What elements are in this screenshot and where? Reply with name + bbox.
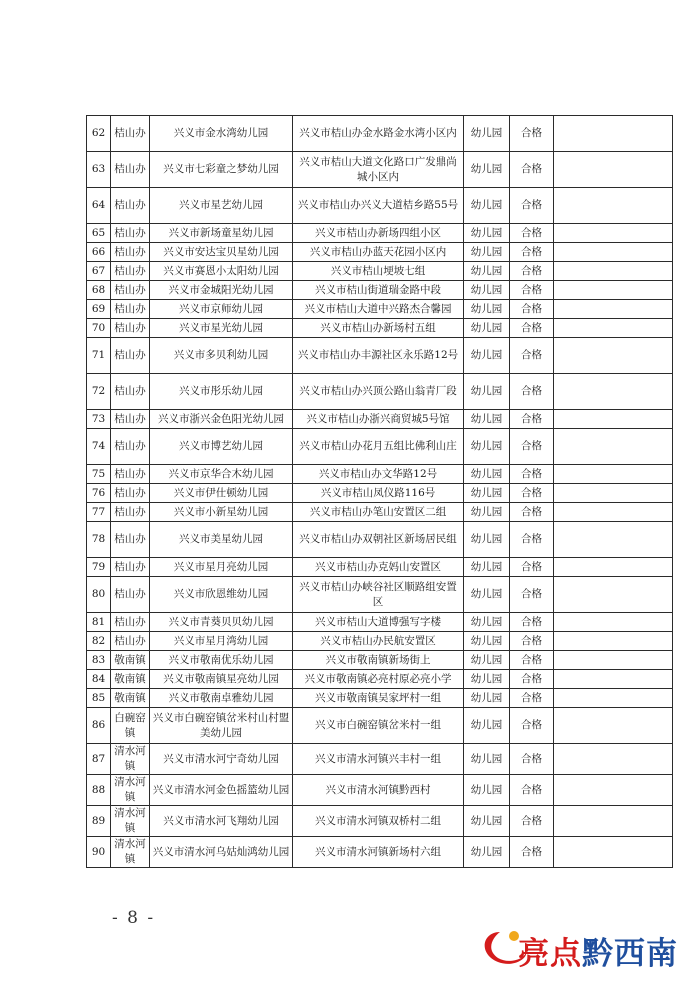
type-cell: 幼儿园 [464,281,510,300]
table-row [87,651,673,670]
address-cell: 兴义市桔山大道文化路口广发鼎尚城小区内 [293,152,464,188]
row-number: 66 [87,243,111,262]
table-row [87,116,673,152]
town-cell: 敬南镇 [111,689,150,708]
table-row [87,522,673,558]
kindergarten-name-cell: 兴义市星艺幼儿园 [150,188,293,224]
table-row [87,744,673,775]
address-cell: 兴义市桔山埂坡七组 [293,262,464,281]
kindergarten-name-cell: 兴义市欣恩维幼儿园 [150,577,293,613]
row-number: 85 [87,689,111,708]
remark-cell [554,613,673,632]
type-cell: 幼儿园 [464,577,510,613]
type-cell: 幼儿园 [464,116,510,152]
remark-cell [554,374,673,410]
kindergarten-name-cell: 兴义市敬南优乐幼儿园 [150,651,293,670]
kindergarten-name-cell: 兴义市敬南镇星亮幼儿园 [150,670,293,689]
row-number: 78 [87,522,111,558]
table-row [87,262,673,281]
table-row [87,224,673,243]
remark-cell [554,338,673,374]
town-cell: 桔山办 [111,116,150,152]
town-cell: 桔山办 [111,300,150,319]
address-cell: 兴义市清水河镇双桥村二组 [293,806,464,837]
table-row [87,429,673,465]
row-number: 82 [87,632,111,651]
row-number: 77 [87,503,111,522]
type-cell: 幼儿园 [464,708,510,744]
result-cell: 合格 [510,374,554,410]
town-cell: 桔山办 [111,613,150,632]
address-cell: 兴义市桔山办笔山安置区二组 [293,503,464,522]
remark-cell [554,522,673,558]
address-cell: 兴义市敬南镇新场街上 [293,651,464,670]
remark-cell [554,503,673,522]
kindergarten-name-cell: 兴义市赛恩小太阳幼儿园 [150,262,293,281]
row-number: 70 [87,319,111,338]
kindergarten-name-cell: 兴义市清水河宁奇幼儿园 [150,744,293,775]
town-cell: 敬南镇 [111,651,150,670]
row-number: 88 [87,775,111,806]
remark-cell [554,243,673,262]
town-cell: 敬南镇 [111,670,150,689]
town-cell: 清水河镇 [111,837,150,868]
type-cell: 幼儿园 [464,319,510,338]
row-number: 87 [87,744,111,775]
row-number: 86 [87,708,111,744]
type-cell: 幼儿园 [464,744,510,775]
table-row [87,632,673,651]
town-cell: 清水河镇 [111,806,150,837]
row-number: 68 [87,281,111,300]
town-cell: 桔山办 [111,319,150,338]
type-cell: 幼儿园 [464,410,510,429]
result-cell: 合格 [510,224,554,243]
row-number: 79 [87,558,111,577]
remark-cell [554,116,673,152]
table-row [87,503,673,522]
result-cell: 合格 [510,116,554,152]
result-cell: 合格 [510,281,554,300]
kindergarten-name-cell: 兴义市清水河飞翔幼儿园 [150,806,293,837]
address-cell: 兴义市桔山办民航安置区 [293,632,464,651]
address-cell: 兴义市桔山办新场村五组 [293,319,464,338]
kindergarten-name-cell: 兴义市彤乐幼儿园 [150,374,293,410]
address-cell: 兴义市桔山办浙兴商贸城5号馆 [293,410,464,429]
type-cell: 幼儿园 [464,152,510,188]
row-number: 63 [87,152,111,188]
town-cell: 桔山办 [111,522,150,558]
inspection-table [86,115,673,868]
type-cell: 幼儿园 [464,806,510,837]
town-cell: 桔山办 [111,152,150,188]
table-row [87,338,673,374]
table-row [87,837,673,868]
result-cell: 合格 [510,613,554,632]
row-number: 64 [87,188,111,224]
remark-cell [554,410,673,429]
kindergarten-name-cell: 兴义市星月湾幼儿园 [150,632,293,651]
town-cell: 桔山办 [111,429,150,465]
town-cell: 白碗窑镇 [111,708,150,744]
result-cell: 合格 [510,522,554,558]
row-number: 81 [87,613,111,632]
kindergarten-name-cell: 兴义市七彩童之梦幼儿园 [150,152,293,188]
table-row [87,319,673,338]
watermark-logo [470,922,698,972]
kindergarten-name-cell: 兴义市清水河乌姑灿鸿幼儿园 [150,837,293,868]
result-cell: 合格 [510,708,554,744]
table-row [87,188,673,224]
town-cell: 桔山办 [111,374,150,410]
kindergarten-name-cell: 兴义市新场童星幼儿园 [150,224,293,243]
kindergarten-name-cell: 兴义市安达宝贝星幼儿园 [150,243,293,262]
watermark-text-red: 亮点 [518,936,582,972]
remark-cell [554,577,673,613]
result-cell: 合格 [510,744,554,775]
result-cell: 合格 [510,670,554,689]
kindergarten-name-cell: 兴义市清水河金色摇篮幼儿园 [150,775,293,806]
type-cell: 幼儿园 [464,651,510,670]
type-cell: 幼儿园 [464,338,510,374]
result-cell: 合格 [510,188,554,224]
address-cell: 兴义市敬南镇吴家坪村一组 [293,689,464,708]
row-number: 84 [87,670,111,689]
address-cell: 兴义市桔山办峡谷社区顺路组安置区 [293,577,464,613]
result-cell: 合格 [510,577,554,613]
row-number: 65 [87,224,111,243]
address-cell: 兴义市桔山办蓝天花园小区内 [293,243,464,262]
remark-cell [554,188,673,224]
remark-cell [554,775,673,806]
result-cell: 合格 [510,503,554,522]
result-cell: 合格 [510,632,554,651]
address-cell: 兴义市桔山街道瑞金路中段 [293,281,464,300]
town-cell: 桔山办 [111,243,150,262]
result-cell: 合格 [510,651,554,670]
address-cell: 兴义市桔山凤仪路116号 [293,484,464,503]
table-row [87,558,673,577]
type-cell: 幼儿园 [464,243,510,262]
address-cell: 兴义市清水河镇新场村六组 [293,837,464,868]
result-cell: 合格 [510,300,554,319]
result-cell: 合格 [510,558,554,577]
table-row [87,243,673,262]
type-cell: 幼儿园 [464,522,510,558]
table-row [87,577,673,613]
remark-cell [554,281,673,300]
result-cell: 合格 [510,243,554,262]
kindergarten-name-cell: 兴义市多贝利幼儿园 [150,338,293,374]
type-cell: 幼儿园 [464,632,510,651]
remark-cell [554,558,673,577]
kindergarten-name-cell: 兴义市浙兴金色阳光幼儿园 [150,410,293,429]
row-number: 83 [87,651,111,670]
result-cell: 合格 [510,319,554,338]
remark-cell [554,837,673,868]
result-cell: 合格 [510,338,554,374]
table-row [87,374,673,410]
row-number: 62 [87,116,111,152]
kindergarten-name-cell: 兴义市青葵贝贝幼儿园 [150,613,293,632]
remark-cell [554,670,673,689]
row-number: 75 [87,465,111,484]
address-cell: 兴义市桔山办花月五组比佛利山庄 [293,429,464,465]
remark-cell [554,806,673,837]
row-number: 80 [87,577,111,613]
kindergarten-name-cell: 兴义市伊仕顿幼儿园 [150,484,293,503]
address-cell: 兴义市桔山办双朝社区新场居民组 [293,522,464,558]
result-cell: 合格 [510,484,554,503]
kindergarten-name-cell: 兴义市敬南卓雅幼儿园 [150,689,293,708]
town-cell: 桔山办 [111,262,150,281]
table-row [87,410,673,429]
type-cell: 幼儿园 [464,613,510,632]
table-row [87,689,673,708]
town-cell: 桔山办 [111,338,150,374]
row-number: 90 [87,837,111,868]
result-cell: 合格 [510,410,554,429]
address-cell: 兴义市桔山办新场四组小区 [293,224,464,243]
table-row [87,484,673,503]
result-cell: 合格 [510,837,554,868]
town-cell: 桔山办 [111,281,150,300]
address-cell: 兴义市桔山办金水路金水湾小区内 [293,116,464,152]
kindergarten-name-cell: 兴义市金城阳光幼儿园 [150,281,293,300]
type-cell: 幼儿园 [464,775,510,806]
type-cell: 幼儿园 [464,503,510,522]
address-cell: 兴义市桔山办文华路12号 [293,465,464,484]
result-cell: 合格 [510,465,554,484]
town-cell: 桔山办 [111,503,150,522]
type-cell: 幼儿园 [464,484,510,503]
type-cell: 幼儿园 [464,558,510,577]
address-cell: 兴义市桔山大道中兴路杰合馨园 [293,300,464,319]
address-cell: 兴义市清水河镇黔西村 [293,775,464,806]
remark-cell [554,484,673,503]
town-cell: 桔山办 [111,410,150,429]
row-number: 72 [87,374,111,410]
table-row [87,281,673,300]
town-cell: 清水河镇 [111,744,150,775]
row-number: 74 [87,429,111,465]
row-number: 69 [87,300,111,319]
result-cell: 合格 [510,775,554,806]
table-row [87,806,673,837]
town-cell: 桔山办 [111,632,150,651]
result-cell: 合格 [510,152,554,188]
address-cell: 兴义市白碗窑镇岔米村一组 [293,708,464,744]
town-cell: 桔山办 [111,484,150,503]
address-cell: 兴义市清水河镇兴丰村一组 [293,744,464,775]
type-cell: 幼儿园 [464,262,510,281]
result-cell: 合格 [510,689,554,708]
type-cell: 幼儿园 [464,224,510,243]
address-cell: 兴义市桔山办兴义大道桔乡路55号 [293,188,464,224]
town-cell: 桔山办 [111,465,150,484]
row-number: 76 [87,484,111,503]
type-cell: 幼儿园 [464,300,510,319]
row-number: 71 [87,338,111,374]
row-number: 89 [87,806,111,837]
address-cell: 兴义市敬南镇必亮村原必亮小学 [293,670,464,689]
kindergarten-name-cell: 兴义市博艺幼儿园 [150,429,293,465]
remark-cell [554,708,673,744]
remark-cell [554,152,673,188]
town-cell: 桔山办 [111,577,150,613]
remark-cell [554,262,673,281]
table-row [87,708,673,744]
kindergarten-name-cell: 兴义市美星幼儿园 [150,522,293,558]
table-row [87,465,673,484]
remark-cell [554,300,673,319]
address-cell: 兴义市桔山办克妈山安置区 [293,558,464,577]
type-cell: 幼儿园 [464,689,510,708]
type-cell: 幼儿园 [464,188,510,224]
table-row [87,300,673,319]
remark-cell [554,651,673,670]
row-number: 67 [87,262,111,281]
table-row [87,670,673,689]
town-cell: 清水河镇 [111,775,150,806]
row-number: 73 [87,410,111,429]
table-row [87,152,673,188]
result-cell: 合格 [510,262,554,281]
type-cell: 幼儿园 [464,374,510,410]
remark-cell [554,744,673,775]
result-cell: 合格 [510,429,554,465]
town-cell: 桔山办 [111,558,150,577]
result-cell: 合格 [510,806,554,837]
watermark-text-blue: 黔西南 [582,936,678,972]
kindergarten-name-cell: 兴义市京华合木幼儿园 [150,465,293,484]
type-cell: 幼儿园 [464,429,510,465]
remark-cell [554,429,673,465]
remark-cell [554,689,673,708]
town-cell: 桔山办 [111,188,150,224]
page-number: - 8 - [112,908,156,928]
table-row [87,775,673,806]
kindergarten-name-cell: 兴义市小新星幼儿园 [150,503,293,522]
remark-cell [554,632,673,651]
remark-cell [554,465,673,484]
kindergarten-name-cell: 兴义市星月亮幼儿园 [150,558,293,577]
type-cell: 幼儿园 [464,465,510,484]
table-row [87,613,673,632]
kindergarten-name-cell: 兴义市金水湾幼儿园 [150,116,293,152]
address-cell: 兴义市桔山办兴顶公路山翁青厂段 [293,374,464,410]
kindergarten-name-cell: 兴义市京师幼儿园 [150,300,293,319]
type-cell: 幼儿园 [464,670,510,689]
remark-cell [554,319,673,338]
kindergarten-name-cell: 兴义市星光幼儿园 [150,319,293,338]
kindergarten-name-cell: 兴义市白碗窑镇岔米村山村盟美幼儿园 [150,708,293,744]
address-cell: 兴义市桔山大道博强写字楼 [293,613,464,632]
town-cell: 桔山办 [111,224,150,243]
type-cell: 幼儿园 [464,837,510,868]
address-cell: 兴义市桔山办丰源社区永乐路12号 [293,338,464,374]
remark-cell [554,224,673,243]
